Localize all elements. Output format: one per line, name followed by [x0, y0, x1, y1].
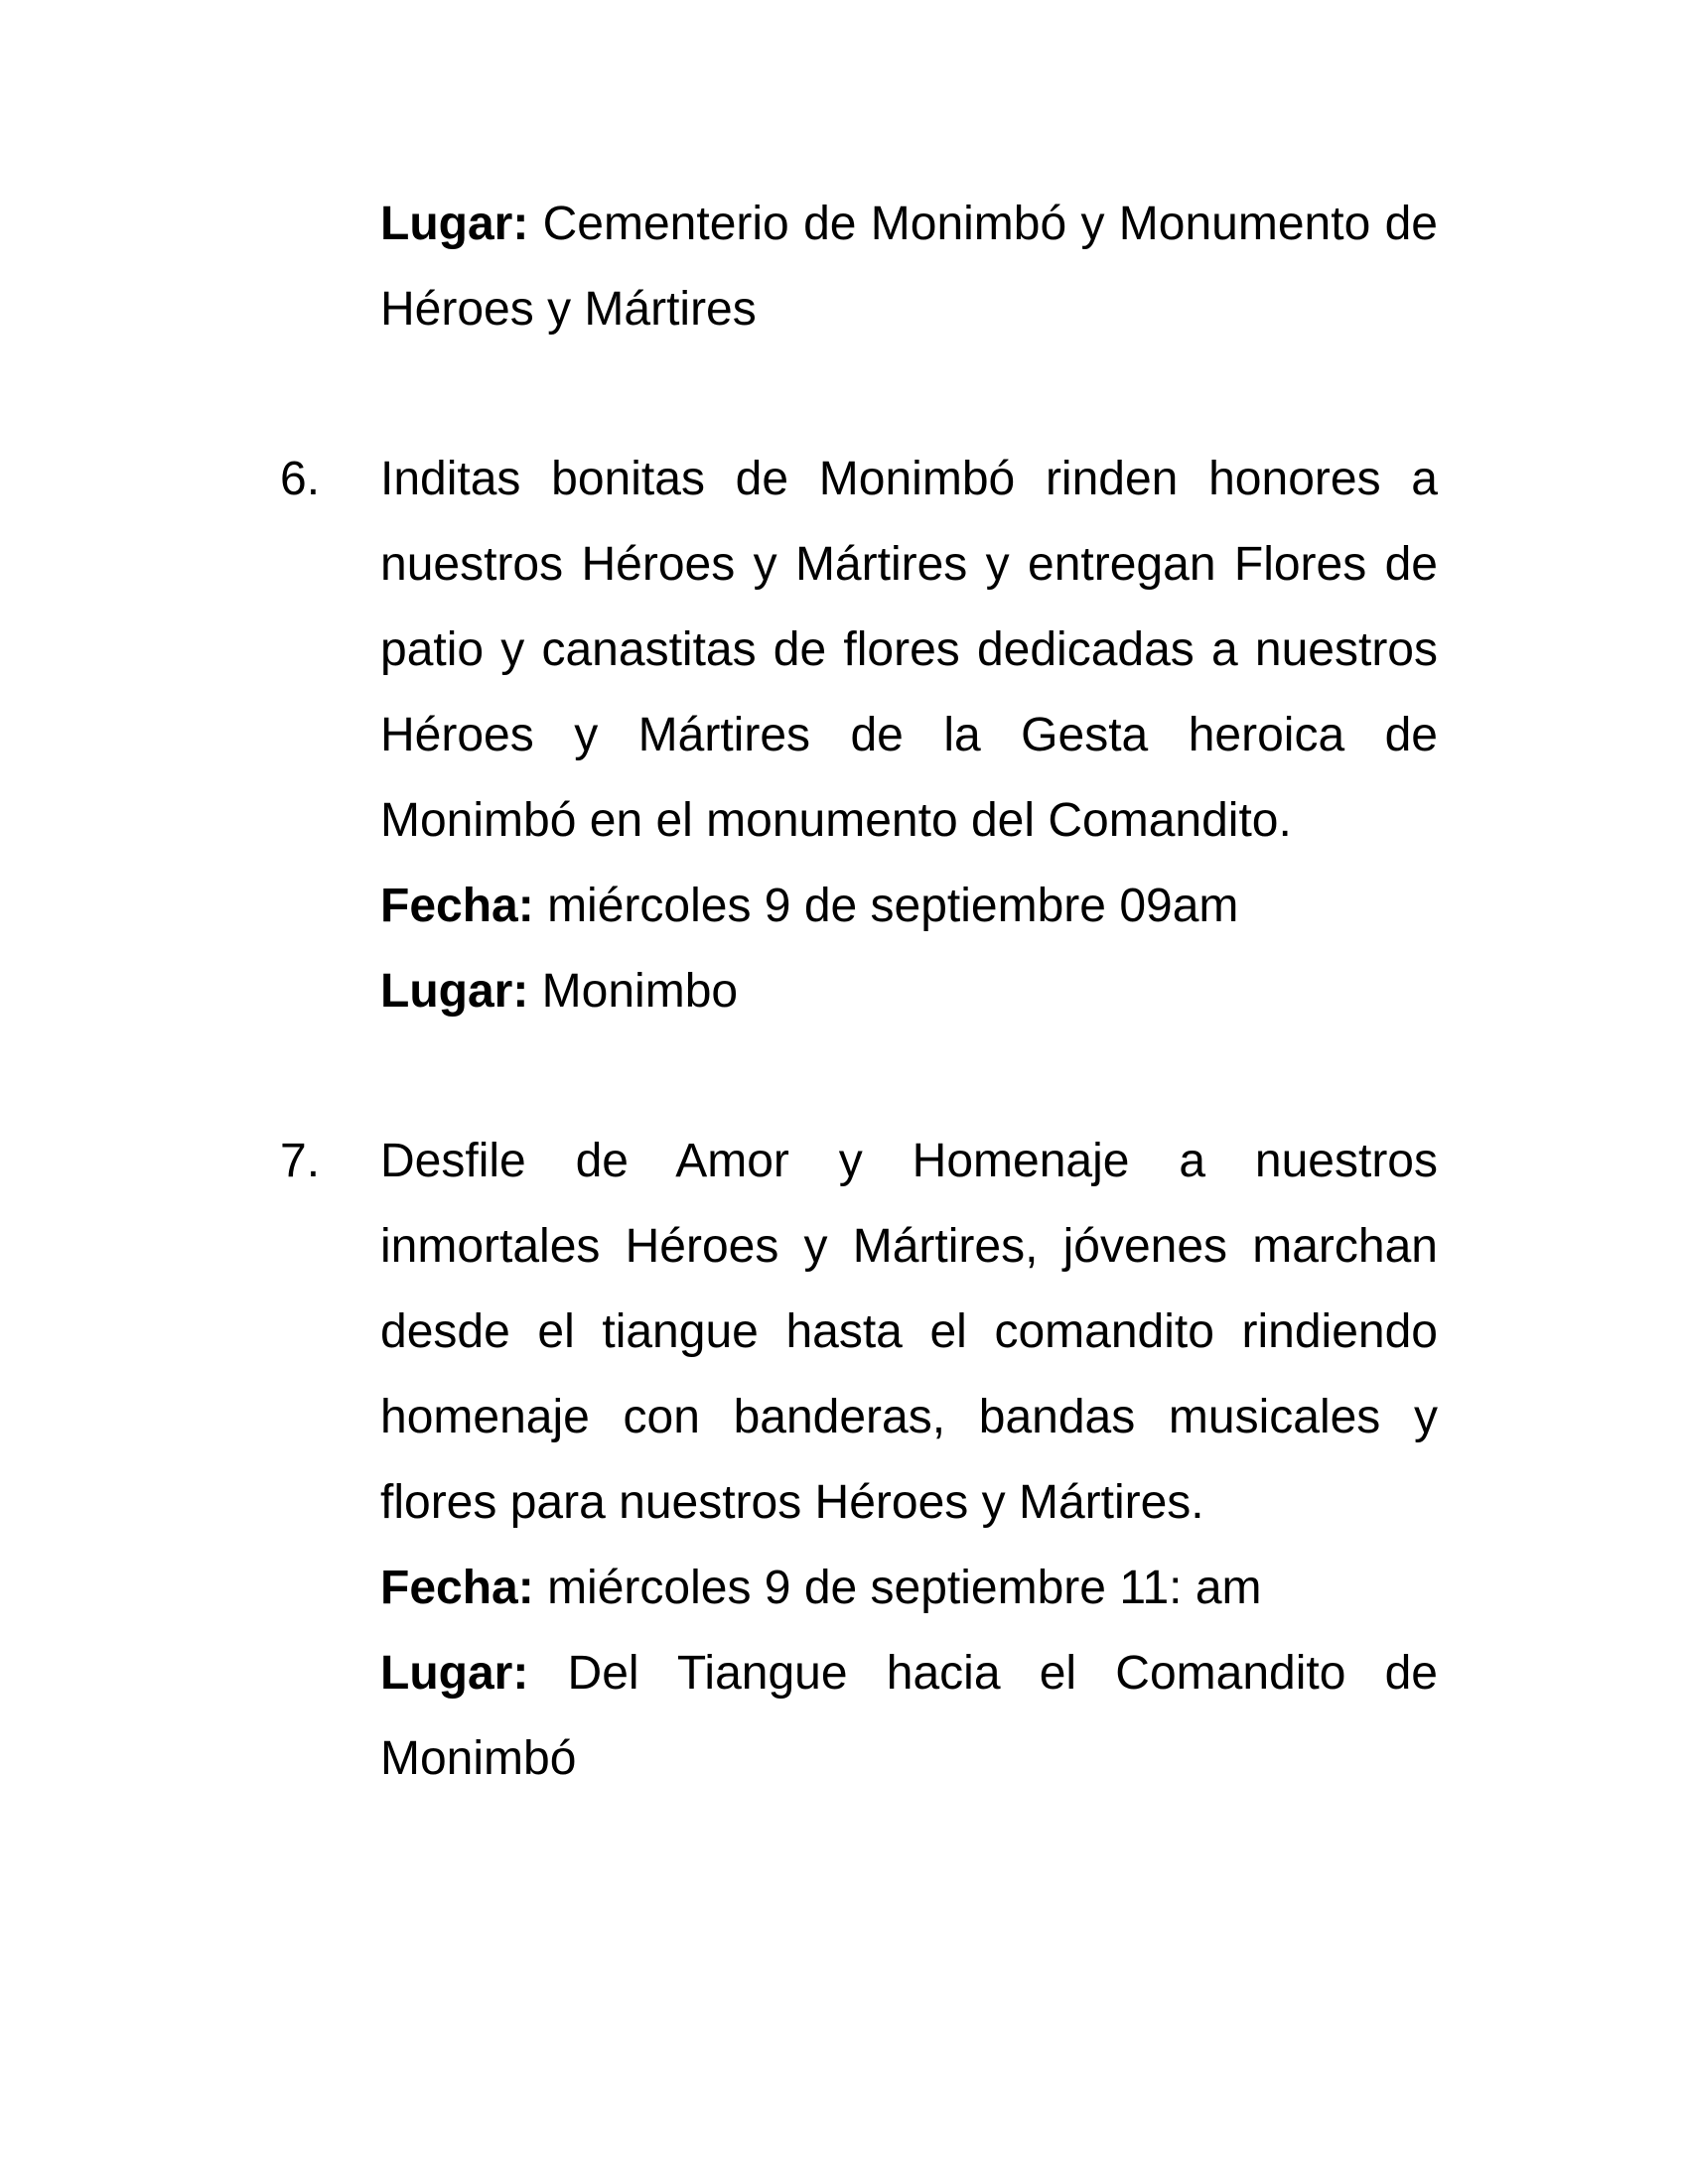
item-7-description: Desfile de Amor y Homenaje a nuestros inmortales Héroes y Mártires, jóvenes marchan desde el tiangue hasta el comandito rindiendo homenaje con banderas, bandas musicales y flores para nuestros Héroes y Mártires.	[380, 1135, 1438, 1529]
item-6-description: Inditas bonitas de Monimbó rinden honores a nuestros Héroes y Mártires y entregan Flores de patio y canastitas de flores dedicadas a nuestros Héroes y Mártires de la Gesta heroica de Monimbó en el monumento del Comandito.	[380, 453, 1438, 847]
lugar-value: Monimbo	[541, 965, 739, 1018]
item-6-fecha	[380, 864, 1438, 949]
fecha-label: Fecha:	[380, 1562, 534, 1614]
item-number-7: 7.	[280, 1135, 321, 1187]
item-6-lugar	[380, 949, 1438, 1034]
item-7-lugar	[380, 1631, 1438, 1802]
item-number-6: 6.	[280, 453, 321, 505]
lugar-label: Lugar:	[380, 198, 529, 250]
intro-lugar-line	[380, 182, 1438, 352]
lugar-label: Lugar:	[380, 965, 529, 1018]
fecha-value: miércoles 9 de septiembre 11: am	[547, 1562, 1262, 1614]
fecha-value: miércoles 9 de septiembre 09am	[547, 880, 1239, 932]
lugar-label: Lugar:	[380, 1647, 529, 1700]
fecha-label: Fecha:	[380, 880, 534, 932]
lugar-value: Del Tiangue hacia el Comandito de Monimbó	[380, 1647, 1438, 1785]
lugar-value: Cementerio de Monimbó y Monumento de Héroes y Mártires	[380, 198, 1438, 336]
item-7-fecha	[380, 1546, 1438, 1631]
